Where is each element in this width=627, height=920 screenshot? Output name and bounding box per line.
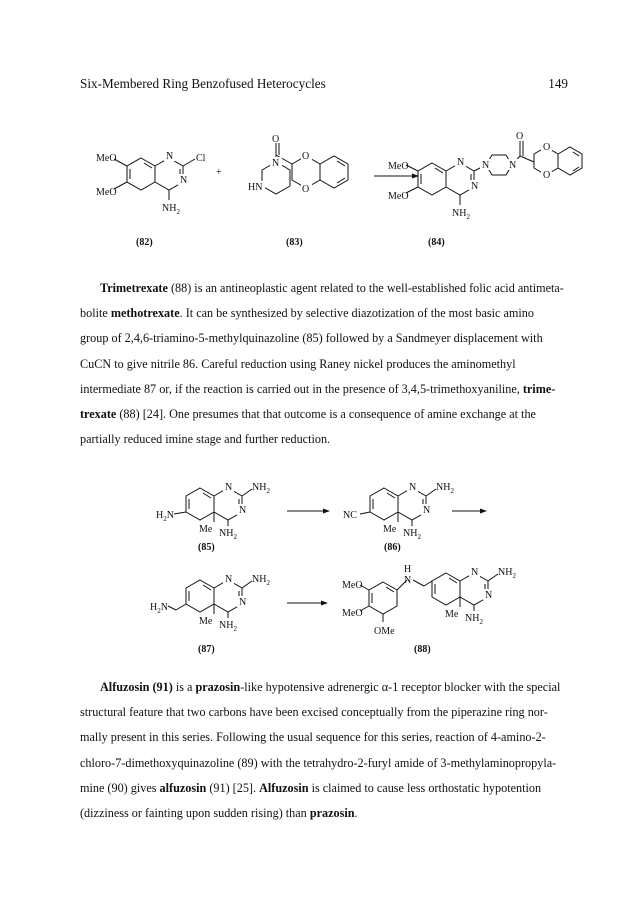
text-run: is claimed to cause less orthostatic hypotention xyxy=(308,780,542,795)
text-line xyxy=(80,776,580,801)
compound-83-structure xyxy=(247,134,348,195)
n-label: N xyxy=(239,597,247,608)
n-label: N xyxy=(225,574,233,585)
meo-label: MeO xyxy=(388,191,409,202)
compound-86-structure xyxy=(343,481,454,541)
plus-sign: + xyxy=(216,167,222,178)
nh2-label: $NH_2$ xyxy=(452,208,470,221)
compound-87-structure xyxy=(150,573,270,633)
nh2-label: $NH_2$ xyxy=(252,482,270,495)
benzene-ring xyxy=(186,488,214,520)
scheme-2-svg xyxy=(0,470,627,660)
meo-label: MeO xyxy=(96,187,117,198)
nh2-label: $NH_2$ xyxy=(498,567,516,580)
text-run: group of 2,4,6-triamino-5-methylquinazoline (85) followed by a Sandmeyer displacement with xyxy=(80,331,543,346)
o-label: O xyxy=(302,184,310,195)
nh2-label: $NH_2$ xyxy=(162,203,180,216)
me-label: Me xyxy=(199,524,213,535)
me-label: Me xyxy=(445,609,459,620)
bold-term: trexate xyxy=(80,407,117,422)
running-head xyxy=(80,76,568,96)
compound-label-82: (82) xyxy=(136,237,153,248)
text-run: partially reduced imine stage and further reduction. xyxy=(80,432,331,447)
benzene-ring xyxy=(558,147,582,175)
me-label: Me xyxy=(383,524,397,535)
text-run: (88) is an antineoplastic agent related to the well-established folic acid antimeta- xyxy=(167,281,564,295)
bold-term: Trimetrexate xyxy=(100,281,168,295)
body-paragraph-alfuzosin xyxy=(80,675,580,826)
text-run: bolite xyxy=(80,306,111,321)
nh2-label: $NH_2$ xyxy=(403,528,421,541)
bold-term: Alfuzosin (91) xyxy=(100,680,173,694)
nh2-label: $NH_2$ xyxy=(219,620,237,633)
compound-88-structure xyxy=(342,564,516,637)
compound-label-88: (88) xyxy=(414,644,431,655)
benzene-ring xyxy=(127,158,155,190)
cl-label: Cl xyxy=(196,153,206,164)
n-label: N xyxy=(423,505,431,516)
text-line xyxy=(80,402,580,427)
compound-label-86: (86) xyxy=(384,542,401,553)
h2n-label: $H_2N$ xyxy=(150,602,168,615)
text-run: . It can be synthesized by selective diazotization of the most basic amino xyxy=(179,306,534,321)
bold-term: trime- xyxy=(522,381,556,396)
text-line xyxy=(80,801,580,826)
o-label: O xyxy=(302,151,310,162)
h2n-label: $H_2N$ xyxy=(156,510,174,523)
text-line xyxy=(80,352,580,377)
text-run: structural feature that two carbons have been excised conceptually from the piperazine ring nor- xyxy=(80,705,548,720)
text-line xyxy=(80,301,580,326)
text-line xyxy=(80,326,580,351)
text-run: (88) [24]. One presumes that that outcome is a consequence of amine exchange at the xyxy=(116,407,536,422)
compound-label-85: (85) xyxy=(198,542,215,553)
bold-term: prazosin xyxy=(309,806,355,821)
arrow-head xyxy=(321,601,328,606)
text-line xyxy=(80,276,580,301)
nh2-label: $NH_2$ xyxy=(252,574,270,587)
benzene-ring xyxy=(370,488,398,520)
hn-label: HN xyxy=(248,182,263,193)
arrow-head xyxy=(323,509,330,514)
o-label: O xyxy=(543,170,551,181)
me-label: Me xyxy=(199,616,213,627)
ome-label: OMe xyxy=(374,626,395,637)
compound-label-83: (83) xyxy=(286,237,303,248)
n-label: N xyxy=(482,160,490,171)
compound-82-structure xyxy=(96,150,206,216)
text-line xyxy=(80,427,580,452)
text-line xyxy=(80,725,580,750)
text-run: intermediate 87 or, if the reaction is carried out in the presence of 3,4,5-trimethoxyaniline, xyxy=(80,381,523,396)
text-line xyxy=(80,377,580,402)
reaction-scheme-2 xyxy=(0,470,627,660)
text-line xyxy=(80,700,580,725)
bold-term: alfuzosin xyxy=(159,780,207,795)
scheme-1-svg xyxy=(0,125,627,255)
n-label: N xyxy=(485,590,493,601)
bold-term: Alfuzosin xyxy=(259,780,309,795)
text-run: mally present in this series. Following the usual sequence for this series, reaction of 4-amino-2- xyxy=(80,730,546,745)
compound-label-87: (87) xyxy=(198,644,215,655)
reaction-scheme-1 xyxy=(0,125,627,255)
nh2-label: $NH_2$ xyxy=(465,613,483,626)
text-line xyxy=(80,751,580,776)
nh2-label: $NH_2$ xyxy=(219,528,237,541)
body-paragraph-trimetrexate xyxy=(80,276,580,452)
n-label: N xyxy=(166,151,174,162)
page-number: 149 xyxy=(548,76,568,91)
n-label: N xyxy=(404,575,412,586)
text-run: mine (90) gives xyxy=(80,780,160,795)
meo-label: MeO xyxy=(342,580,363,591)
compound-label-84: (84) xyxy=(428,237,445,248)
text-run: CuCN to give nitrile 86. Careful reduction using Raney nickel produces the aminomethyl xyxy=(80,356,516,371)
n-label: N xyxy=(471,567,479,578)
n-label: N xyxy=(457,157,465,168)
text-run: is a xyxy=(172,680,196,694)
meo-label: MeO xyxy=(342,608,363,619)
o-label: O xyxy=(272,134,280,145)
bold-term: prazosin xyxy=(195,680,241,694)
benzene-ring xyxy=(320,156,348,188)
text-run: chloro-7-dimethoxyquinazoline (89) with the tetrahydro-2-furyl amide of 3-methylaminopropyla- xyxy=(80,755,557,770)
trimethoxyphenyl-ring xyxy=(369,582,397,614)
text-run: -like hypotensive adrenergic α-1 receptor blocker with the special xyxy=(240,680,561,694)
n-label: N xyxy=(180,175,188,186)
text-run: (dizziness or fainting upon sudden rising) than xyxy=(80,806,310,821)
n-label: N xyxy=(509,160,517,171)
compound-85-structure xyxy=(156,481,270,541)
o-label: O xyxy=(543,142,551,153)
text-run: (91) [25]. xyxy=(206,780,260,795)
meo-label: MeO xyxy=(96,153,117,164)
meo-label: MeO xyxy=(388,161,409,172)
nc-label: NC xyxy=(343,510,357,521)
arrow-head xyxy=(480,509,487,514)
n-label: N xyxy=(239,505,247,516)
n-label: N xyxy=(272,158,280,169)
benzene-ring xyxy=(418,163,446,195)
text-run: . xyxy=(354,806,358,821)
h-label: H xyxy=(404,564,412,575)
text-line xyxy=(80,675,580,700)
benzene-ring xyxy=(186,580,214,612)
n-label: N xyxy=(225,482,233,493)
bold-term: methotrexate xyxy=(110,306,180,321)
n-label: N xyxy=(471,181,479,192)
o-label: O xyxy=(516,131,524,142)
running-title: Six-Membered Ring Benzofused Heterocycles xyxy=(80,76,326,91)
n-label: N xyxy=(409,482,417,493)
nh2-label: $NH_2$ xyxy=(436,482,454,495)
benzene-ring xyxy=(432,573,460,605)
